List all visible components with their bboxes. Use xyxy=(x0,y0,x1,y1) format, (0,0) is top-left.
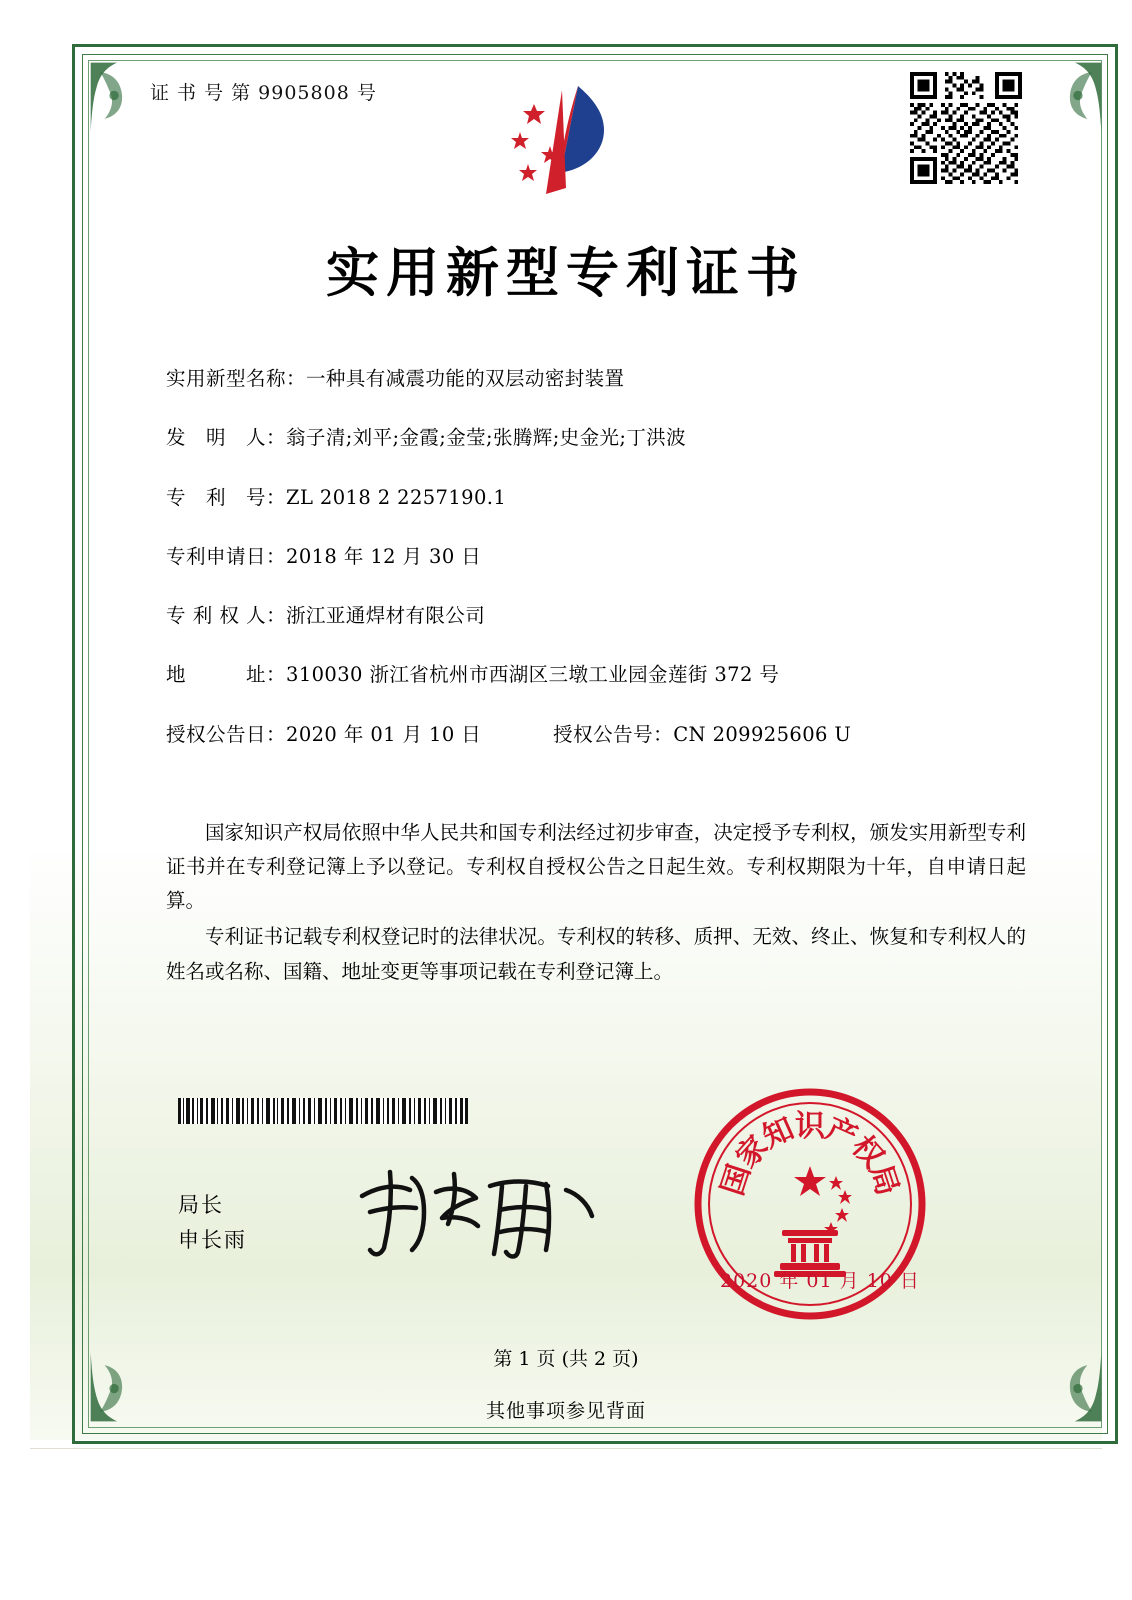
field-label: 地 址： xyxy=(166,663,287,687)
field-row-inventors xyxy=(166,423,1046,452)
field-label: 发 明 人： xyxy=(166,426,287,450)
corner-ornament-icon xyxy=(1028,58,1106,136)
svg-text:识: 识 xyxy=(795,1109,825,1144)
field-value: ZL 2018 2 2257190.1 xyxy=(286,485,507,509)
svg-text:局: 局 xyxy=(862,1160,905,1200)
field-row-patent-number xyxy=(166,483,1046,512)
director-block xyxy=(178,1188,247,1257)
legal-paragraph: 国家知识产权局依照中华人民共和国专利法经过初步审查，决定授予专利权，颁发实用新型专利证书并在专利登记簿上予以登记。专利权自授权公告之日起生效。专利权期限为十年，自申请日起算。 xyxy=(166,821,1026,913)
svg-text:家: 家 xyxy=(729,1129,776,1175)
grant-number-value: CN 209925606 U xyxy=(673,722,852,746)
barcode xyxy=(178,1098,468,1124)
grant-date-value: 2020 年 01 月 10 日 xyxy=(286,722,482,746)
svg-text:产: 产 xyxy=(820,1111,863,1156)
svg-text:权: 权 xyxy=(844,1129,891,1175)
cnipa-logo-icon xyxy=(500,68,640,208)
svg-text:国: 国 xyxy=(715,1160,758,1200)
field-value: 一种具有减震功能的双层动密封装置 xyxy=(306,367,625,390)
field-label: 专 利 权 人： xyxy=(166,604,287,627)
page-indicator: 第 1 页 (共 2 页) xyxy=(493,1348,639,1370)
field-list xyxy=(166,364,1046,779)
page-title: 实用新型专利证书 xyxy=(326,242,806,304)
qr-code-icon xyxy=(910,72,1022,184)
field-label: 专 利 号： xyxy=(166,485,287,509)
director-title: 局长 xyxy=(178,1193,224,1217)
svg-text:知: 知 xyxy=(757,1111,800,1156)
handwritten-signature xyxy=(350,1156,610,1266)
field-label: 专利申请日： xyxy=(166,544,287,568)
certificate-sheet xyxy=(30,16,1102,1440)
field-row-address xyxy=(166,660,1046,689)
director-name: 申长雨 xyxy=(178,1227,247,1252)
field-value: 浙江亚通焊材有限公司 xyxy=(286,604,486,627)
field-row-patentee xyxy=(166,601,1046,630)
grant-number-label: 授权公告号： xyxy=(553,722,674,746)
grant-date-label: 授权公告日： xyxy=(166,722,287,746)
field-value: 翁子清;刘平;金霞;金莹;张腾辉;史金光;丁洪波 xyxy=(286,426,687,450)
legal-text-block xyxy=(166,816,1026,991)
field-label: 实用新型名称： xyxy=(166,367,307,390)
field-value: 2018 年 12 月 30 日 xyxy=(286,544,482,568)
legal-paragraph: 专利证书记载专利权登记时的法律状况。专利权的转移、质押、无效、终止、恢复和专利权人的姓名或名称、国籍、地址变更等事项记载在专利登记簿上。 xyxy=(166,925,1026,983)
field-row-name xyxy=(166,364,1046,393)
bottom-divider xyxy=(30,1448,1102,1449)
seal-date: 2020 年 01 月 10 日 xyxy=(720,1270,920,1292)
field-row-application-date xyxy=(166,542,1046,571)
back-side-note: 其他事项参见背面 xyxy=(485,1400,646,1422)
field-value: 310030 浙江省杭州市西湖区三墩工业园金莲街 372 号 xyxy=(286,663,780,687)
field-row-grant xyxy=(166,720,1046,749)
certificate-number: 证 书 号 第 9905808 号 xyxy=(150,82,377,104)
